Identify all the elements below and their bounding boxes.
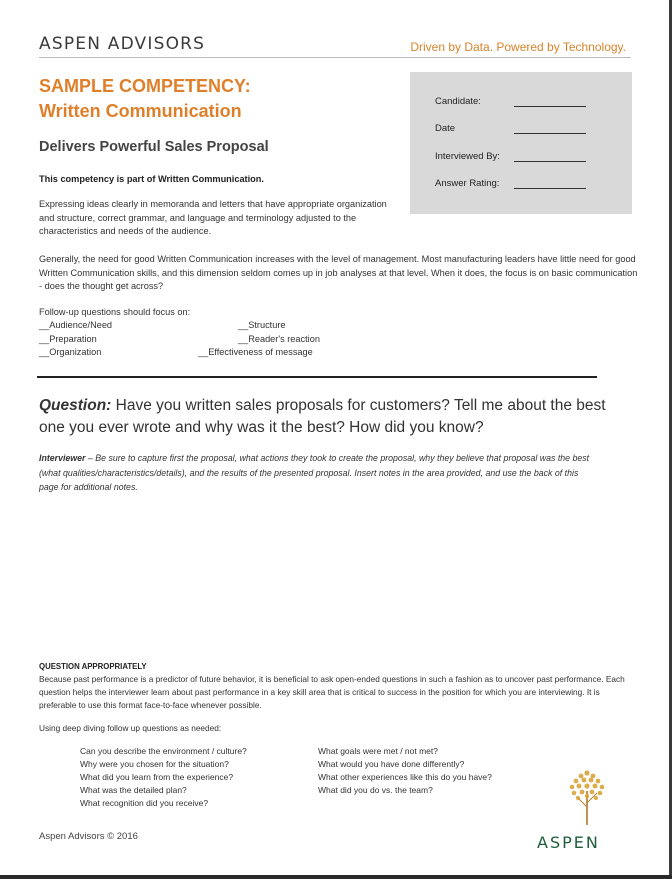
answer-rating-label: Answer Rating: — [435, 178, 500, 189]
followup-item: __Audience/Need — [39, 320, 113, 330]
interviewed-by-label: Interviewed By: — [435, 151, 500, 162]
date-field[interactable] — [514, 133, 586, 134]
interview-question — [39, 395, 609, 439]
deep-diving-question: What other experiences like this do you have? — [318, 772, 492, 782]
competency-subtitle: Delivers Powerful Sales Proposal — [39, 139, 269, 155]
competency-context: Generally, the need for good Written Communication increases with the level of management. Most manufacturing leaders have little need for good Written Communication skills, and this dimension seldom comes up in job analyses at that level. When it does, the focus is on basic communication - does the thought get across? — [39, 254, 638, 291]
candidate-info-box — [410, 72, 632, 214]
tagline: Driven by Data. Powered by Technology. — [410, 40, 626, 54]
deep-diving-question: What recognition did you receive? — [80, 798, 209, 808]
candidate-label: Candidate: — [435, 96, 481, 107]
competency-definition: Expressing ideas clearly in memoranda and letters that have appropriate organization and structure, correct grammar, and language and terminology adjusted to the characteristics and needs of the audience. — [39, 199, 387, 236]
deep-diving-list-right — [318, 745, 492, 797]
question-appropriately-heading: QUESTION APPROPRIATELY — [39, 662, 147, 671]
question-text: Have you written sales proposals for customers? Tell me about the best one you ever wrote and why was it the best? How did you know? — [39, 397, 606, 436]
followup-item: __Organization — [39, 347, 102, 357]
followup-item: __Preparation — [39, 334, 97, 344]
deep-diving-question: What would you have done differently? — [318, 759, 465, 769]
aspen-footer-logo: ASPEN — [537, 833, 600, 852]
deep-diving-question: What goals were met / not met? — [318, 746, 438, 756]
title-line-1: SAMPLE COMPETENCY: — [39, 76, 251, 96]
title-line-2: Written Communication — [39, 101, 242, 121]
interviewed-by-field[interactable] — [514, 161, 586, 162]
deep-diving-question: Why were you chosen for the situation? — [80, 759, 229, 769]
deep-diving-question: What did you do vs. the team? — [318, 785, 433, 795]
instructions-label: Interviewer — [39, 453, 86, 463]
header-divider — [39, 57, 631, 58]
candidate-field[interactable] — [514, 106, 586, 107]
company-logo-text: ASPEN ADVISORS — [39, 34, 206, 54]
deep-diving-question: What did you learn from the experience? — [80, 772, 234, 782]
page-edge-bottom — [0, 875, 672, 879]
followup-heading: Follow-up questions should focus on: — [39, 307, 191, 317]
deep-diving-question: What was the detailed plan? — [80, 785, 187, 795]
deep-diving-label: Using deep diving follow up questions as needed: — [39, 723, 222, 733]
answer-rating-field[interactable] — [514, 188, 586, 189]
page-title — [39, 74, 251, 124]
interviewer-instructions — [39, 451, 599, 495]
question-label: Question: — [39, 397, 112, 414]
question-appropriately-text: Because past performance is a predictor of future behavior, it is beneficial to ask open-ended questions in such a fashion as to uncover past performance. Each question helps the interviewer learn about past performance in a key skill area that is critical to success in the position for which you are interviewing. It is preferable to use this format face-to-face whenever possible. — [39, 674, 625, 710]
deep-diving-question: Can you describe the environment / culture? — [80, 746, 247, 756]
section-divider — [37, 376, 597, 378]
instructions-text: – Be sure to capture first the proposal, what actions they took to create the proposal, why they believe that proposal was the best (what qualities/characteristics/details), and the results of the presented proposal. Insert notes in the area provided, and use the back of this page for additional notes. — [39, 453, 590, 492]
competency-membership: This competency is part of Written Communication. — [39, 174, 264, 184]
followup-item: __Effectiveness of message — [198, 347, 313, 357]
aspen-tree-icon — [565, 767, 609, 825]
footer-copyright: Aspen Advisors © 2016 — [39, 831, 138, 842]
followup-item: __Structure — [238, 320, 286, 330]
date-label: Date — [435, 123, 456, 134]
deep-diving-list-left — [80, 745, 247, 810]
followup-item: __Reader's reaction — [238, 334, 320, 344]
